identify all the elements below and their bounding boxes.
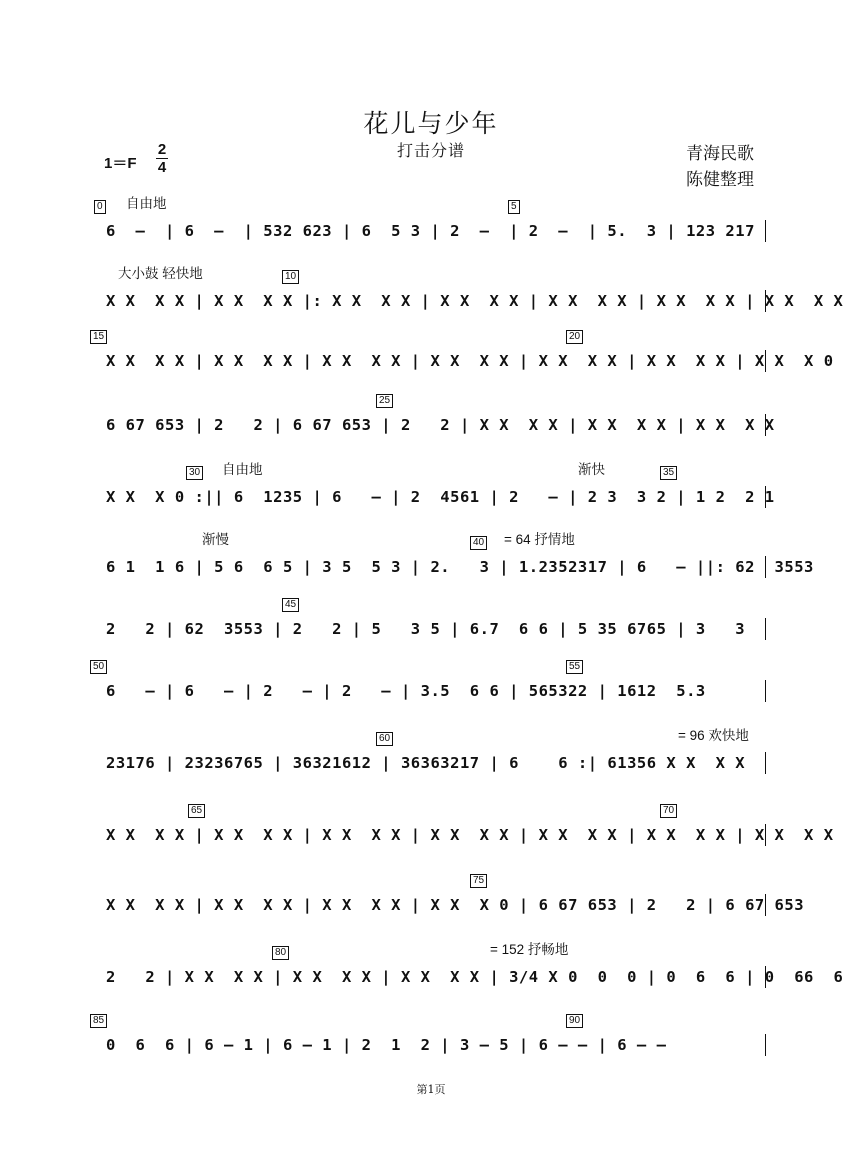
notation-text: X X X X | X X X X |: X X X X | X X X X | X X X X | X X X X | X X X X	[106, 292, 844, 310]
measure-number: 0	[94, 200, 106, 214]
measure-number: 35	[660, 466, 677, 480]
tempo-annotation: 自由地	[126, 196, 167, 211]
notation-line	[106, 890, 805, 920]
end-barline	[765, 894, 766, 916]
meter-bottom: 4	[157, 159, 167, 176]
score-title: 花儿与少年	[363, 109, 499, 138]
notation-line	[106, 286, 844, 316]
staff-system	[93, 330, 834, 380]
notation-text: 6 67 653 | 2 2 | 6 67 653 | 2 2 | X X X X | X X X X | X X X X	[106, 416, 775, 434]
staff-system	[106, 266, 844, 320]
notation-text: X X X X | X X X X | X X X X | X X X 0 | 6 67 653 | 2 2 | 6 67 653	[106, 896, 805, 914]
source-origin: 青海民歌	[686, 144, 754, 163]
measure-number: 85	[90, 1014, 107, 1028]
notation-line	[106, 552, 814, 582]
notation-text: 6 – | 6 – | 2 – | 2 – | 3.5 6 6 | 565322 | 1612 5.3	[106, 682, 706, 700]
notation-line	[106, 820, 834, 850]
notation-line	[106, 1030, 766, 1060]
end-barline	[765, 680, 766, 702]
staff-system	[106, 942, 844, 996]
notation-line	[106, 482, 775, 512]
end-barline	[765, 966, 766, 988]
notation-line	[106, 216, 766, 246]
end-barline	[765, 556, 766, 578]
end-barline	[765, 414, 766, 436]
measure-number: 75	[470, 874, 487, 888]
staff-system	[106, 462, 775, 516]
measure-number: 45	[282, 598, 299, 612]
page-number: 第1页	[416, 1083, 446, 1096]
measure-number: 30	[186, 466, 203, 480]
measure-number: 60	[376, 732, 393, 746]
measure-number: 15	[90, 330, 107, 344]
notation-line	[106, 410, 775, 440]
notation-text: 23176 | 23236765 | 36321612 | 36363217 | 6 6 :| 61356 X X X X	[106, 754, 746, 772]
time-signature	[156, 141, 168, 176]
measure-number: 25	[376, 394, 393, 408]
notation-line	[106, 962, 844, 992]
measure-number: 50	[90, 660, 107, 674]
key-signature: 1＝F	[104, 155, 137, 172]
end-barline	[765, 486, 766, 508]
tempo-annotation: = 64 抒情地	[504, 532, 575, 547]
tempo-annotation: = 152 抒畅地	[490, 942, 569, 957]
notation-text: 6 1 1 6 | 5 6 6 5 | 3 5 5 3 | 2. 3 | 1.2352317 | 6 – ||: 62 3553	[106, 558, 814, 576]
end-barline	[765, 350, 766, 372]
staff-system	[106, 874, 805, 924]
end-barline	[765, 290, 766, 312]
measure-number: 20	[566, 330, 583, 344]
staff-system	[106, 598, 766, 648]
measure-number: 80	[272, 946, 289, 960]
end-barline	[765, 618, 766, 640]
instrument-annotation: 大小鼓 轻快地	[118, 266, 203, 281]
notation-text: X X X 0 :|| 6 1235 | 6 – | 2 4561 | 2 – | 2 3 3 2 | 1 2 2 1	[106, 488, 775, 506]
notation-text: X X X X | X X X X | X X X X | X X X X | X X X X | X X X X | X X X 0	[106, 352, 834, 370]
end-barline	[765, 824, 766, 846]
measure-number: 90	[566, 1014, 583, 1028]
staff-system	[106, 728, 766, 782]
source-credits	[686, 141, 754, 193]
notation-line	[106, 748, 766, 778]
notation-text: X X X X | X X X X | X X X X | X X X X | X X X X | X X X X | X X X X	[106, 826, 834, 844]
score-subtitle: 打击分谱	[396, 143, 465, 160]
measure-number: 40	[470, 536, 487, 550]
end-barline	[765, 220, 766, 242]
notation-text: 2 2 | X X X X | X X X X | X X X X | 3/4 X 0 0 0 | 0 6 6 | 0 66 6	[106, 968, 844, 986]
notation-line	[106, 676, 766, 706]
notation-text: 0 6 6 | 6 – 1 | 6 – 1 | 2 1 2 | 3 – 5 | 6 – – | 6 – –	[106, 1036, 667, 1054]
tempo-annotation: = 96 欢快地	[678, 728, 749, 743]
staff-system	[106, 532, 814, 586]
tempo-annotation: 渐快	[578, 462, 605, 477]
measure-number: 10	[282, 270, 299, 284]
notation-line	[106, 614, 766, 644]
staff-system	[93, 1014, 766, 1064]
notation-line	[106, 346, 834, 376]
measure-number: 55	[566, 660, 583, 674]
staff-system	[93, 660, 766, 710]
tempo-annotation: 自由地	[222, 462, 263, 477]
notation-text: 6 – | 6 – | 532 623 | 6 5 3 | 2 – | 2 – | 5. 3 | 123 217	[106, 222, 755, 240]
measure-number: 5	[508, 200, 520, 214]
measure-number: 65	[188, 804, 205, 818]
source-arranger: 陈健整理	[686, 170, 754, 189]
tempo-annotation: 渐慢	[202, 532, 229, 547]
meter-top: 2	[157, 141, 167, 158]
end-barline	[765, 752, 766, 774]
notation-text: 2 2 | 62 3553 | 2 2 | 5 3 5 | 6.7 6 6 | 5 35 6765 | 3 3	[106, 620, 746, 638]
measure-number: 70	[660, 804, 677, 818]
staff-system	[106, 804, 834, 854]
staff-system	[97, 196, 766, 250]
staff-system	[106, 394, 775, 444]
end-barline	[765, 1034, 766, 1056]
